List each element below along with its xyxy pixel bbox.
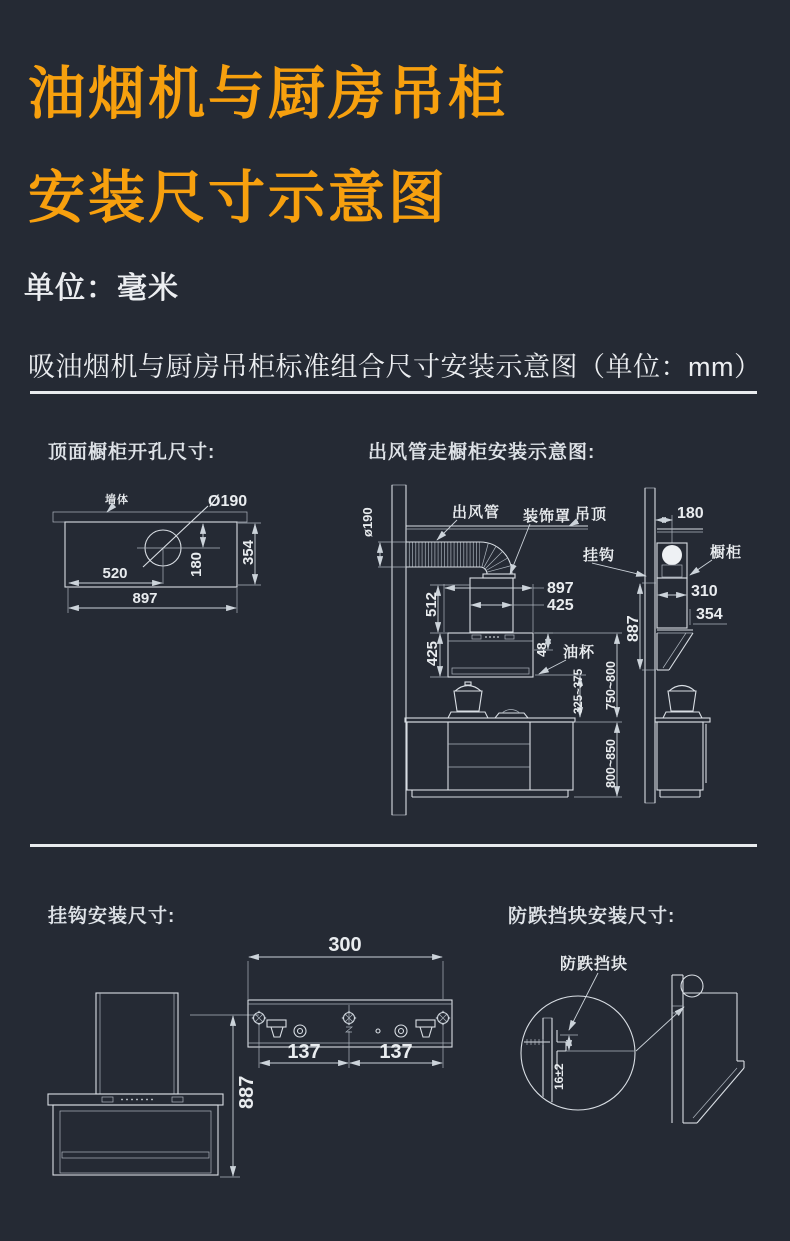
ceiling-label: 吊顶 bbox=[575, 506, 608, 523]
control-button-left bbox=[102, 1097, 113, 1102]
dim-354-label: 354 bbox=[240, 539, 257, 565]
dim-chimney-width-425 bbox=[471, 597, 574, 614]
oil-cup-label: 油杯 bbox=[563, 644, 596, 661]
range-800-850-label: 800~850 bbox=[604, 738, 618, 788]
hood-body bbox=[448, 633, 533, 677]
section-title-hook-install: 挂钩安装尺寸: bbox=[48, 906, 176, 927]
dim-range-800-850 bbox=[574, 722, 622, 797]
dim-887-label: 887 bbox=[236, 1075, 258, 1109]
dim-887 bbox=[190, 1015, 259, 1177]
dim-520-label: 520 bbox=[102, 565, 128, 582]
divider-top bbox=[30, 391, 757, 394]
duct-circle bbox=[681, 975, 703, 997]
divider-bottom bbox=[30, 844, 757, 847]
detail-pointer-line bbox=[636, 1007, 684, 1051]
dim-354 bbox=[690, 606, 727, 625]
right-wall bbox=[645, 488, 655, 803]
dim-520 bbox=[69, 565, 162, 583]
hood-top-side-view bbox=[672, 975, 744, 1123]
dim-137-right-label: 137 bbox=[379, 1041, 413, 1063]
range-325-375-label: 325~375 bbox=[573, 668, 585, 714]
control-button-right bbox=[172, 1097, 183, 1102]
washer-hole-left bbox=[294, 1025, 306, 1037]
right-countertop bbox=[655, 718, 710, 722]
duct-label: 出风管 bbox=[452, 504, 501, 521]
right-base-cabinet bbox=[657, 722, 706, 797]
page-subtitle: 吸油烟机与厨房吊柜标准组合尺寸安装示意图（单位：mm） bbox=[28, 352, 762, 382]
base-cabinet bbox=[407, 722, 573, 797]
upper-cabinet-side bbox=[657, 543, 687, 578]
dim-425h-label: 425 bbox=[424, 640, 441, 666]
dim-425w-label: 425 bbox=[547, 597, 574, 614]
ceiling-line bbox=[406, 526, 588, 529]
section-title-top-hole: 顶面橱柜开孔尺寸: bbox=[48, 442, 216, 463]
duct-leader bbox=[437, 520, 457, 540]
dim-oil-cup-48 bbox=[534, 633, 553, 657]
dim-897-label: 897 bbox=[132, 590, 158, 607]
dim-300-label: 300 bbox=[328, 934, 362, 956]
dim-180-label: 180 bbox=[677, 505, 704, 522]
hook-bracket-left bbox=[267, 1020, 286, 1037]
screw-marker-left bbox=[252, 1011, 266, 1025]
dim-180-label: 180 bbox=[188, 551, 205, 577]
dim-887 bbox=[625, 583, 656, 670]
cabinet-side-box bbox=[657, 578, 687, 628]
dim-354 bbox=[238, 523, 261, 585]
dim-897 bbox=[68, 588, 237, 613]
wall-strip bbox=[53, 512, 247, 522]
range-750-800-label: 750~800 bbox=[604, 660, 618, 710]
cooking-pot bbox=[448, 682, 528, 718]
dim-354-label: 354 bbox=[696, 606, 723, 623]
unit-note: 单位：毫米 bbox=[24, 272, 179, 305]
dim-300 bbox=[248, 934, 443, 999]
dim-range-325-375 bbox=[535, 668, 586, 717]
control-dots bbox=[121, 1099, 153, 1101]
dim-137-pair bbox=[259, 1024, 443, 1068]
right-ceiling bbox=[657, 529, 703, 532]
washer-hole-right bbox=[395, 1025, 407, 1037]
diagram-top-hole-opening bbox=[40, 485, 270, 635]
hood-front-view bbox=[48, 993, 223, 1175]
dim-512-label: 512 bbox=[423, 591, 440, 617]
cabinet-leader bbox=[690, 560, 712, 575]
page-title-line2: 安装尺寸示意图 bbox=[28, 166, 448, 230]
detail-contents bbox=[524, 1018, 636, 1102]
duct-outlet-circle bbox=[662, 545, 682, 565]
mounting-plate bbox=[248, 1000, 452, 1047]
diagram-anti-fall-block bbox=[500, 930, 790, 1200]
dim-897-label: 897 bbox=[547, 580, 574, 597]
dim-48-label: 48 bbox=[534, 642, 549, 657]
dim-887-label: 887 bbox=[625, 615, 642, 642]
dim-16-2-label: 16±2 bbox=[552, 1063, 566, 1090]
duct-diameter-label: ø190 bbox=[360, 507, 375, 537]
dim-180 bbox=[656, 505, 704, 543]
hole-diameter-label: Ø190 bbox=[208, 493, 248, 510]
cover-label: 装饰罩 bbox=[523, 508, 572, 525]
block-leader bbox=[569, 973, 598, 1030]
wall-leader-line bbox=[107, 505, 114, 512]
hook-label: 挂钩 bbox=[583, 547, 616, 564]
hook-leader bbox=[592, 563, 646, 576]
section-title-anti-fall: 防跌挡块安装尺寸: bbox=[508, 906, 676, 927]
hook-bracket-right bbox=[416, 1020, 435, 1037]
right-pot-stove bbox=[663, 686, 702, 719]
countertop bbox=[405, 718, 575, 722]
anti-fall-block-label: 防跌挡块 bbox=[560, 956, 629, 973]
cabinet-top-panel bbox=[65, 522, 237, 587]
section-title-duct-route: 出风管走橱柜安装示意图: bbox=[368, 442, 596, 463]
dim-hood-height-425 bbox=[424, 634, 448, 677]
exhaust-duct bbox=[406, 542, 515, 578]
dim-310-label: 310 bbox=[691, 583, 718, 600]
wall-label: 墙体 bbox=[105, 494, 129, 506]
diagram-duct-route bbox=[360, 485, 790, 830]
page-title-line1: 油烟机与厨房吊柜 bbox=[28, 62, 508, 126]
cabinet-label: 橱柜 bbox=[710, 544, 743, 561]
dim-duct-diameter bbox=[360, 507, 406, 567]
oil-cup-leader bbox=[539, 660, 566, 674]
dim-137-left-label: 137 bbox=[287, 1041, 321, 1063]
left-wall bbox=[392, 485, 406, 815]
diagram-hook-install bbox=[40, 930, 470, 1200]
cover-leader bbox=[510, 524, 530, 574]
small-hole bbox=[376, 1029, 380, 1033]
dim-310 bbox=[658, 583, 718, 600]
screw-marker-right bbox=[436, 1011, 450, 1025]
dim-180 bbox=[188, 524, 205, 577]
hood-side-profile bbox=[657, 630, 693, 670]
dim-chimney-height-512 bbox=[423, 585, 470, 633]
